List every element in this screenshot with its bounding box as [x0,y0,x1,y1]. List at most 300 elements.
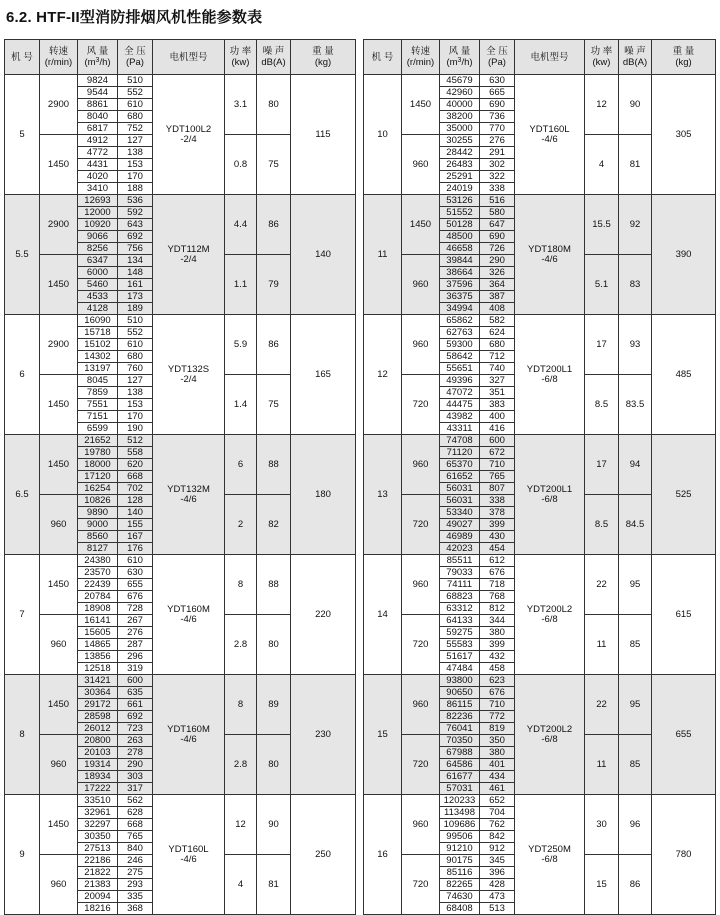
power-value: 3.1 [225,75,257,135]
flow-value: 61652 [440,471,480,483]
flow-value: 18934 [78,771,118,783]
model-number: 11 [364,195,402,315]
motor-model-line: -2/4 [180,253,197,265]
power-value: 11 [585,735,619,795]
header-speed-label: 转速 [48,46,68,57]
power-value: 5.9 [225,315,257,375]
pressure-value: 692 [118,711,153,723]
pressure-value: 176 [118,543,153,555]
noise-value: 95 [619,555,652,615]
motor-model [153,195,225,315]
pressure-value: 153 [118,159,153,171]
table-row [364,75,716,87]
motor-model-line: -4/6 [541,133,558,145]
motor-model [515,675,585,795]
flow-value: 64586 [440,759,480,771]
power-value: 1.1 [225,255,257,315]
header-power-label: 功 率 [229,46,252,57]
pressure-value: 434 [480,771,515,783]
speed-value: 960 [402,255,440,315]
pressure-value: 454 [480,543,515,555]
table-row [364,795,716,807]
flow-value: 20103 [78,747,118,759]
noise-value: 88 [257,555,291,615]
weight-value: 390 [652,195,716,315]
model-number: 5.5 [5,195,40,315]
weight-value: 485 [652,315,716,435]
flow-value: 70350 [440,735,480,747]
model-number: 5 [5,75,40,195]
flow-value: 82236 [440,711,480,723]
pressure-value: 458 [480,663,515,675]
table-row [364,315,716,327]
table-header-row [364,40,716,75]
pressure-value: 668 [118,819,153,831]
model-number: 6.5 [5,435,40,555]
flow-value: 12693 [78,195,118,207]
weight-value: 115 [291,75,356,195]
flow-value: 4128 [78,303,118,315]
motor-model-line: -6/8 [541,853,558,865]
pressure-value: 293 [118,879,153,891]
pressure-value: 510 [118,75,153,87]
flow-value: 15102 [78,339,118,351]
pressure-value: 127 [118,135,153,147]
speed-value: 1450 [40,675,78,735]
motor-model-line: YDT160L [529,123,570,135]
pressure-value: 612 [480,555,515,567]
flow-value: 21822 [78,867,118,879]
pressure-value: 676 [480,567,515,579]
pressure-value: 680 [118,111,153,123]
motor-model [153,435,225,555]
noise-value: 93 [619,315,652,375]
pressure-value: 378 [480,507,515,519]
header-model-label: 机 号 [11,51,33,63]
weight-value: 250 [291,795,356,915]
flow-value: 8127 [78,543,118,555]
flow-value: 7859 [78,387,118,399]
pressure-value: 322 [480,171,515,183]
noise-value: 96 [619,795,652,855]
motor-model [153,315,225,435]
pressure-value: 167 [118,531,153,543]
pressure-value: 344 [480,615,515,627]
flow-value: 85116 [440,867,480,879]
pressure-value: 155 [118,519,153,531]
motor-model-line: YDT160M [167,603,210,615]
header-flow-label: 风 量 [448,46,471,57]
flow-value: 25291 [440,171,480,183]
pressure-value: 676 [118,591,153,603]
pressure-value: 610 [118,99,153,111]
motor-model-line: -4/6 [541,253,558,265]
flow-value: 42023 [440,543,480,555]
table-row [364,675,716,687]
speed-value: 1450 [402,75,440,135]
pressure-value: 510 [118,315,153,327]
motor-model-line: YDT112M [167,243,210,255]
flow-value: 9066 [78,231,118,243]
header-flow [78,40,118,75]
header-motor [515,40,585,75]
flow-value: 65370 [440,459,480,471]
speed-value: 720 [402,615,440,675]
pressure-value: 558 [118,447,153,459]
flow-value: 67988 [440,747,480,759]
motor-model-line: -6/8 [541,733,558,745]
noise-value: 81 [257,855,291,915]
speed-value: 960 [40,495,78,555]
power-value: 8.5 [585,495,619,555]
flow-value: 43311 [440,423,480,435]
header-noise-unit: dB(A) [622,57,648,68]
flow-value: 19780 [78,447,118,459]
motor-model-line: -4/6 [180,853,197,865]
table-row [364,195,716,207]
flow-value: 17120 [78,471,118,483]
flow-value: 19314 [78,759,118,771]
speed-value: 1450 [40,375,78,435]
speed-value: 1450 [40,555,78,615]
flow-value: 8040 [78,111,118,123]
flow-value: 22186 [78,855,118,867]
pressure-value: 326 [480,267,515,279]
flow-value: 46658 [440,243,480,255]
pressure-value: 655 [118,579,153,591]
pressure-value: 702 [118,483,153,495]
noise-value: 92 [619,195,652,255]
power-value: 8 [225,555,257,615]
motor-model-line: YDT200L1 [526,363,573,375]
model-number: 9 [5,795,40,915]
flow-value: 39844 [440,255,480,267]
pressure-value: 275 [118,867,153,879]
noise-value: 88 [257,435,291,495]
speed-value: 960 [40,615,78,675]
pressure-value: 383 [480,399,515,411]
flow-value: 6817 [78,123,118,135]
flow-value: 47484 [440,663,480,675]
pressure-value: 153 [118,399,153,411]
flow-value: 59275 [440,627,480,639]
flow-value: 8045 [78,375,118,387]
table-row [364,555,716,567]
pressure-value: 680 [480,339,515,351]
motor-model-line: -6/8 [541,373,558,385]
pressure-value: 173 [118,291,153,303]
pressure-value: 138 [118,147,153,159]
noise-value: 84.5 [619,495,652,555]
pressure-value: 399 [480,639,515,651]
noise-value: 75 [257,135,291,195]
flow-value: 82265 [440,879,480,891]
flow-value: 53340 [440,507,480,519]
header-noise-label: 噪 声 [624,46,646,57]
motor-model-line: -4/6 [180,733,197,745]
header-model [5,40,40,75]
flow-value: 113498 [440,807,480,819]
pressure-value: 267 [118,615,153,627]
motor-model-line: YDT200L1 [526,483,573,495]
pressure-value: 290 [118,759,153,771]
pressure-value: 807 [480,483,515,495]
speed-value: 960 [40,735,78,795]
pressure-value: 710 [480,699,515,711]
header-weight [652,40,716,75]
noise-value: 86 [257,315,291,375]
flow-value: 51552 [440,207,480,219]
pressure-value: 303 [118,771,153,783]
flow-value: 59300 [440,339,480,351]
noise-value: 89 [257,675,291,735]
pressure-value: 364 [480,279,515,291]
flow-value: 4533 [78,291,118,303]
pressure-value: 401 [480,759,515,771]
noise-value: 81 [619,135,652,195]
power-value: 1.4 [225,375,257,435]
flow-value: 15605 [78,627,118,639]
pressure-value: 338 [480,183,515,195]
pressure-value: 138 [118,387,153,399]
header-power-unit: (kw) [231,57,250,68]
pressure-value: 610 [118,555,153,567]
pressure-value: 552 [118,327,153,339]
flow-value: 42960 [440,87,480,99]
flow-value: 68408 [440,903,480,915]
pressure-value: 610 [118,339,153,351]
motor-model-line: YDT160L [168,843,209,855]
table-header-row [5,40,356,75]
pressure-value: 630 [480,75,515,87]
header-flow-label: 风 量 [86,46,109,57]
power-value: 6 [225,435,257,495]
motor-model [515,435,585,555]
flow-value: 5460 [78,279,118,291]
speed-value: 720 [402,375,440,435]
motor-model-line: YDT180M [528,243,571,255]
flow-value: 49396 [440,375,480,387]
header-weight-label: 重 量 [312,46,334,57]
pressure-value: 278 [118,747,153,759]
pressure-value: 756 [118,243,153,255]
pressure-value: 127 [118,375,153,387]
flow-value: 23570 [78,567,118,579]
noise-value: 83.5 [619,375,652,435]
pressure-value: 600 [118,675,153,687]
pressure-value: 628 [118,807,153,819]
pressure-value: 582 [480,315,515,327]
pressure-value: 513 [480,903,515,915]
header-power [225,40,257,75]
pressure-value: 718 [480,579,515,591]
flow-value: 18908 [78,603,118,615]
noise-value: 75 [257,375,291,435]
power-value: 2.8 [225,735,257,795]
flow-value: 33510 [78,795,118,807]
motor-model [153,75,225,195]
power-value: 0.8 [225,135,257,195]
header-pressure [118,40,153,75]
pressure-value: 723 [118,723,153,735]
flow-value: 58642 [440,351,480,363]
pressure-value: 473 [480,891,515,903]
table-row [364,435,716,447]
pressure-value: 170 [118,411,153,423]
weight-value: 780 [652,795,716,915]
weight-value: 180 [291,435,356,555]
flow-value: 49027 [440,519,480,531]
flow-value: 16090 [78,315,118,327]
motor-model-line: YDT160M [167,723,210,735]
pressure-value: 317 [118,783,153,795]
power-value: 11 [585,615,619,675]
header-speed-unit: (r/min) [406,57,435,68]
motor-model-line: YDT200L2 [526,723,573,735]
pressure-value: 416 [480,423,515,435]
pressure-value: 432 [480,651,515,663]
flow-value: 50128 [440,219,480,231]
flow-value: 7151 [78,411,118,423]
motor-model-line: -4/6 [180,613,197,625]
motor-model [153,675,225,795]
header-power-label: 功 率 [590,46,613,57]
speed-value: 1450 [402,195,440,255]
header-motor [153,40,225,75]
header-pressure-unit: (Pa) [126,57,144,68]
power-value: 2.8 [225,615,257,675]
header-flow-unit: $(m^3/h)$ [84,57,111,68]
pressure-value: 552 [118,87,153,99]
pressure-value: 652 [480,795,515,807]
flow-value: 12000 [78,207,118,219]
flow-value: 26483 [440,159,480,171]
noise-value: 82 [257,495,291,555]
model-number: 6 [5,315,40,435]
pressure-value: 592 [118,207,153,219]
flow-value: 40000 [440,99,480,111]
power-value: 15 [585,855,619,915]
flow-value: 7551 [78,399,118,411]
pressure-value: 690 [480,99,515,111]
pressure-value: 396 [480,867,515,879]
speed-value: 960 [402,435,440,495]
flow-value: 79033 [440,567,480,579]
pressure-value: 128 [118,495,153,507]
power-value: 4.4 [225,195,257,255]
pressure-value: 635 [118,687,153,699]
speed-value: 1450 [40,795,78,855]
header-power-unit: (kw) [592,57,611,68]
power-value: 17 [585,315,619,375]
pressure-value: 296 [118,651,153,663]
speed-value: 720 [402,495,440,555]
flow-value: 71120 [440,447,480,459]
pressure-value: 291 [480,147,515,159]
flow-value: 30350 [78,831,118,843]
pressure-value: 246 [118,855,153,867]
flow-value: 109686 [440,819,480,831]
flow-value: 86115 [440,699,480,711]
pressure-value: 647 [480,219,515,231]
flow-value: 9000 [78,519,118,531]
speed-value: 1450 [40,255,78,315]
noise-value: 90 [619,75,652,135]
header-weight-unit: (kg) [675,57,692,68]
power-value: 2 [225,495,257,555]
pressure-value: 623 [480,675,515,687]
speed-value: 1450 [40,435,78,495]
speed-value: 2900 [40,195,78,255]
pressure-value: 327 [480,375,515,387]
power-value: 22 [585,675,619,735]
motor-model-line: YDT200L2 [526,603,573,615]
speed-value: 1450 [40,135,78,195]
flow-value: 14865 [78,639,118,651]
weight-value: 655 [652,675,716,795]
pressure-value: 512 [118,435,153,447]
pressure-value: 140 [118,507,153,519]
flow-value: 51617 [440,651,480,663]
pressure-value: 335 [118,891,153,903]
pressure-value: 624 [480,327,515,339]
pressure-value: 600 [480,435,515,447]
pressure-value: 768 [480,591,515,603]
pressure-value: 760 [118,363,153,375]
pressure-value: 676 [480,687,515,699]
flow-value: 38664 [440,267,480,279]
table-row [5,75,356,87]
flow-value: 47072 [440,387,480,399]
flow-value: 99506 [440,831,480,843]
flow-value: 4772 [78,147,118,159]
pressure-value: 819 [480,723,515,735]
header-flow [440,40,480,75]
pressure-value: 630 [118,567,153,579]
model-number: 13 [364,435,402,555]
noise-value: 86 [257,195,291,255]
weight-value: 305 [652,75,716,195]
flow-value: 9824 [78,75,118,87]
table-row [5,675,356,687]
model-number: 10 [364,75,402,195]
motor-model [515,195,585,315]
power-value: 30 [585,795,619,855]
table-row [5,195,356,207]
pressure-value: 562 [118,795,153,807]
speed-value: 720 [402,855,440,915]
flow-value: 4020 [78,171,118,183]
pressure-value: 319 [118,663,153,675]
pressure-value: 461 [480,783,515,795]
pressure-value: 161 [118,279,153,291]
header-noise [257,40,291,75]
power-value: 12 [225,795,257,855]
pressure-value: 736 [480,111,515,123]
flow-value: 90175 [440,855,480,867]
flow-value: 32297 [78,819,118,831]
pressure-value: 170 [118,171,153,183]
pressure-value: 430 [480,531,515,543]
flow-value: 21652 [78,435,118,447]
pressure-value: 661 [118,699,153,711]
flow-value: 30255 [440,135,480,147]
motor-model-line: YDT132S [167,363,210,375]
flow-value: 64133 [440,615,480,627]
flow-value: 43982 [440,411,480,423]
flow-value: 13856 [78,651,118,663]
flow-value: 57031 [440,783,480,795]
